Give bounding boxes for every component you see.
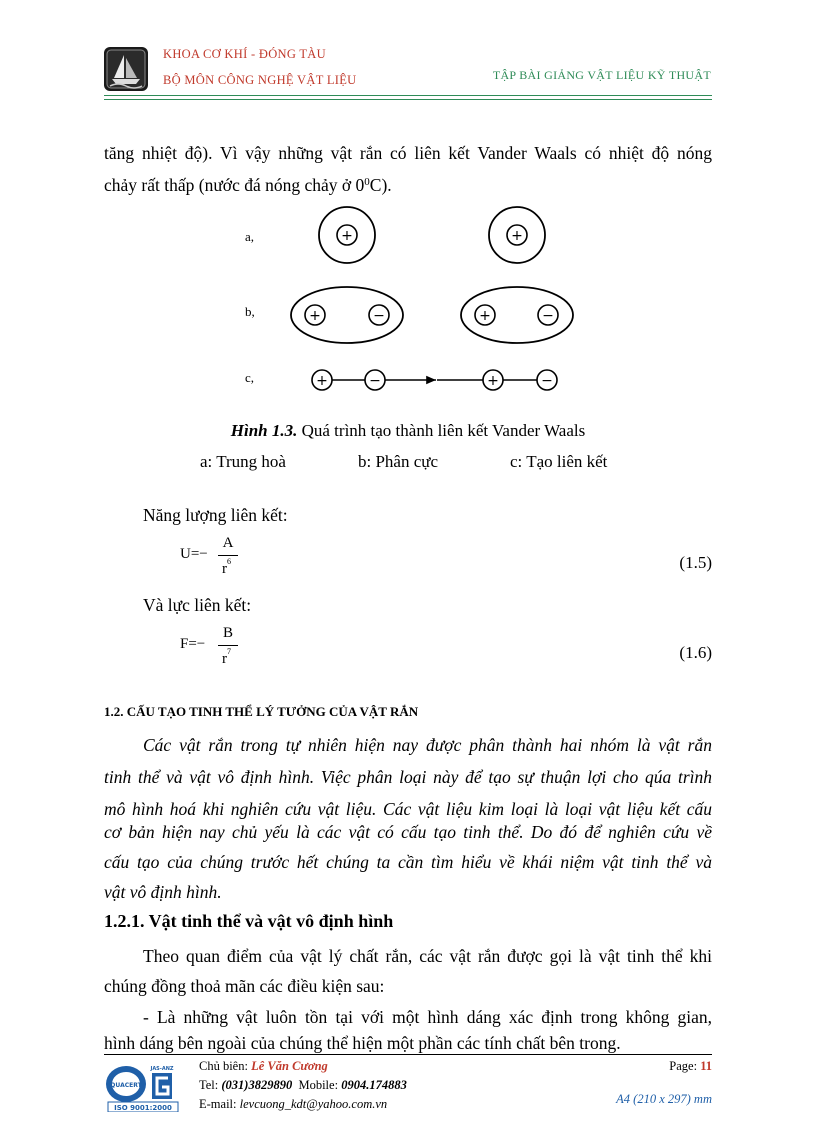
neutral-atom-left (319, 207, 375, 263)
header-faculty: KHOA CƠ KHÍ - ĐÓNG TÀU (163, 47, 326, 61)
plus-charge: + (511, 228, 523, 244)
faculty-ship-logo (104, 47, 148, 91)
section-line-3: mô hình hoá khi nghiên cứu vật liệu. Các vật liệu kim loại là loại vật liệu kết cấu (104, 799, 712, 819)
section-line-5: cấu tạo của chúng trước hết chúng ta cần tìm hiểu về khái niệm vật tinh thể và (104, 852, 712, 872)
section-line-4: cơ bản hiện nay chủ yếu là các vật có cấu tạo tinh thể. Do đó để nghiên cứu về (104, 822, 712, 842)
footer-editor: Chủ biên: Lê Văn Cương (199, 1059, 328, 1073)
row-label-c: c, (245, 370, 255, 385)
legend-a: a: Trung hoà (200, 452, 286, 471)
energy-denominator: $r^6$ (222, 557, 231, 577)
legend-c: c: Tạo liên kết (510, 452, 608, 471)
dipole-chain (312, 370, 557, 390)
intro-line-2: chảy rất thấp (nước đá nóng chảy ở $0^0C$). (104, 175, 392, 195)
header-divider (104, 95, 712, 100)
energy-label: Năng lượng liên kết: (143, 505, 288, 525)
polarized-atom-left (291, 287, 403, 343)
minus-charge: − (542, 308, 554, 324)
force-numerator: B (222, 625, 233, 641)
vander-waals-figure (240, 200, 580, 400)
plus-charge: + (479, 308, 491, 324)
energy-numerator: A (222, 535, 234, 551)
logo-jas-text: JAS-ANZ (150, 1066, 174, 1072)
plus-charge: + (487, 373, 499, 389)
section-line-6: vật vô định hình. (104, 882, 222, 902)
plus-charge: + (316, 373, 328, 389)
minus-charge: − (373, 308, 385, 324)
footer-paper-size: A4 (210 x 297) mm (616, 1092, 712, 1106)
legend-b: b: Phân cực (358, 452, 439, 471)
footer-page-number: Page: 11 (669, 1059, 712, 1073)
force-denominator: $r^7$ (222, 647, 231, 667)
row-label-a: a, (245, 229, 255, 244)
section-line-2: tinh thể và vật vô định hình. Việc phân loại này để tạo sự thuận lợi cho qúa trình (104, 767, 712, 787)
neutral-atom-right (489, 207, 545, 263)
footer-phone: Tel: (031)3829890 Mobile: 0904.174883 (199, 1078, 407, 1092)
subsection-line-1: Theo quan điểm của vật lý chất rắn, các vật rắn được gọi là vật tinh thể khi (143, 946, 712, 966)
section-heading: 1.2. CẤU TẠO TINH THỂ LÝ TƯỞNG CỦA VẬT RẮN (104, 704, 419, 719)
force-eq-number: (1.6) (679, 643, 712, 662)
logo-cert-text: QUACERT (110, 1082, 142, 1089)
footer-divider (104, 1054, 712, 1055)
subsection-line-3: - Là những vật luôn tồn tại với một hình dáng xác định trong không gian, (143, 1007, 712, 1027)
plus-charge: + (309, 308, 321, 324)
plus-charge: + (341, 228, 353, 244)
section-line-1: Các vật rắn trong tự nhiên hiện nay được phân thành hai nhóm là vật rắn (143, 735, 712, 755)
minus-charge: − (369, 373, 381, 389)
energy-eq-number: (1.5) (679, 553, 712, 572)
header-book-title: TẬP BÀI GIẢNG VẬT LIỆU KỸ THUẬT (492, 68, 711, 82)
header-department: BỘ MÔN CÔNG NGHỆ VẬT LIỆU (163, 73, 357, 87)
subsection-line-4: hình dáng bên ngoài của chúng thể hiện một phần các tính chất bên trong. (104, 1033, 621, 1053)
subsection-heading: 1.2.1. Vật tinh thể và vật vô định hình (104, 911, 394, 931)
force-label: Và lực liên kết: (143, 595, 252, 615)
subsection-line-2: chúng đồng thoả mãn các điều kiện sau: (104, 976, 385, 996)
intro-line-1: tăng nhiệt độ). Vì vậy những vật rắn có liên kết Vander Waals có nhiệt độ nóng (104, 143, 712, 163)
quacert-iso-logo (104, 1062, 194, 1112)
minus-charge: − (541, 373, 553, 389)
logo-iso-text: ISO 9001:2000 (114, 1104, 172, 1112)
footer-email: E-mail: levcuong_kdt@yahoo.com.vn (199, 1097, 388, 1111)
row-label-b: b, (245, 304, 255, 319)
figure-caption: Hình 1.3. Quá trình tạo thành liên kết Vander Waals (230, 421, 586, 440)
polarized-atom-right (461, 287, 573, 343)
